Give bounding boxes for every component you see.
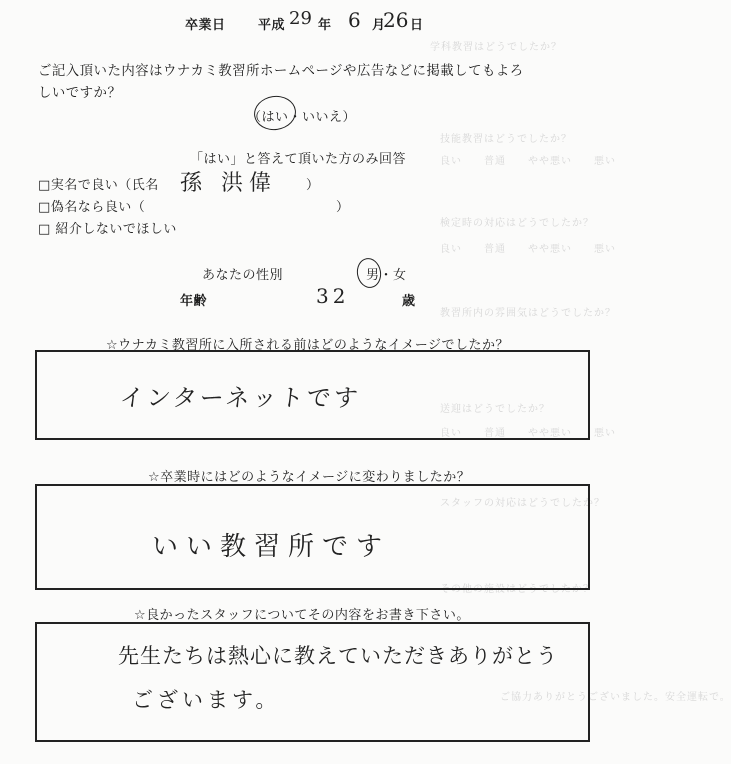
day-unit: 日 (410, 18, 424, 33)
consent-selected-circle (252, 93, 298, 133)
consent-question-line2: しいですか？ (38, 86, 122, 101)
month-value: 6 (348, 8, 361, 32)
question-2-prompt: ☆卒業時にはどのようなイメージに変わりましたか？ (148, 470, 471, 485)
month-unit: 月 (372, 18, 386, 33)
consent-question-line1: ご記入頂いた内容はウナカミ教習所ホームページや広告などに掲載してもよろ (38, 64, 524, 79)
gender-selected-circle (355, 256, 384, 290)
day-value: 26 (383, 8, 409, 32)
name-section-heading: 「はい」と答えて頂いた方のみ回答 (190, 152, 407, 167)
consent-options: （はい・いいえ） (248, 110, 357, 125)
question-1-prompt: ☆ウナカミ教習所に入所される前はどのようなイメージでしたか？ (106, 338, 510, 353)
question-3-prompt: ☆良かったスタッフについてその内容をお書き下さい。 (134, 608, 470, 623)
question-1-answer: インターネットです (118, 384, 363, 412)
no-intro-label: □ 紹介しないでほしい (38, 222, 177, 237)
graduation-date-label: 卒業日 (185, 18, 226, 33)
age-unit: 歳 (402, 294, 416, 309)
question-3-answer-line2: ございます。 (132, 688, 281, 712)
age-value: 32 (316, 284, 350, 308)
real-name-close: ） (306, 178, 320, 193)
year-value: 29 (289, 8, 312, 29)
question-2-answer: いい教習所です (152, 532, 391, 562)
age-label: 年齢 (180, 294, 208, 309)
pseudonym-close: ） (336, 200, 350, 215)
real-name-value: 孫 洪偉 (180, 171, 277, 196)
gender-label: あなたの性別 (202, 268, 284, 283)
gender-options: 男・女 (366, 268, 407, 283)
real-name-label: □実名で良い（氏名 (38, 178, 159, 193)
era-label: 平成 (258, 18, 286, 33)
pseudonym-label: □偽名なら良い（ (38, 200, 146, 215)
question-3-answer-line1: 先生たちは熱心に教えていただきありがとう (118, 644, 558, 668)
year-unit: 年 (318, 18, 332, 33)
